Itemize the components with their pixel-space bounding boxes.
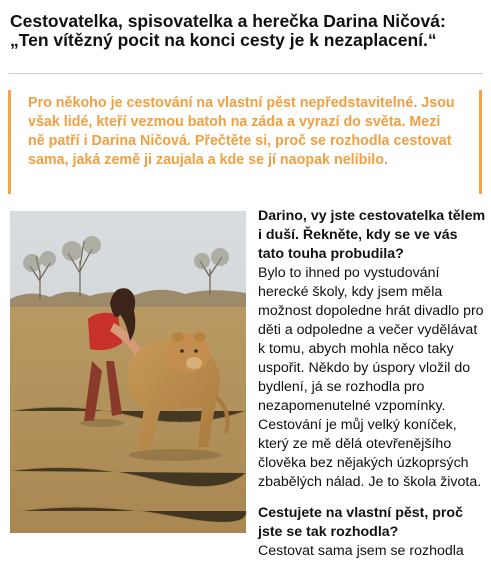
title-divider <box>8 73 483 74</box>
article-photo <box>10 211 246 533</box>
lead-text: Pro někoho je cestování na vlastní pěst nepředstavitelné. Jsou však lidé, kteří vezmou batoh na záda a vyrazí do světa. Mezi ně patří i Darina Ničová. Přečtěte si, proč se rozhodla cestovat sama, jaká země ji zaujala a kde se jí naopak nelíbilo. <box>28 95 455 168</box>
answer-2: Cestovat sama jsem se rozhodla <box>258 543 464 559</box>
paragraph-gap <box>258 492 486 504</box>
interview-column <box>258 207 486 561</box>
question-2: Cestujete na vlastní pěst, proč jste se tak rozhodla? <box>258 505 463 540</box>
question-1: Darino, vy jste cestovatelka tělem i duší. Řekněte, kdy se ve vás tato touha probudila? <box>258 208 486 262</box>
article-title: Cestovatelka, spisovatelka a herečka Darina Ničová: „Ten vítězný pocit na konci cesty je k nezaplacení.“ <box>10 11 446 50</box>
answer-1: Bylo to ihned po vystudování herecké školy, kdy jsem měla možnost dopoledne hrát divadlo pro děti a odpoledne a večer vydělávat k tomu, abych mohla něco taky uspořit. Někdo by úspory vložil do bydlení, já se rozhodla pro nezapomenutelné vzpomínky. Cestování je můj velký koníček, který ze mě dělá otevřenějšího člověka bez nějakých úzkoprsých zbabělých nálad. Je to škola života. <box>258 265 484 490</box>
lead-box <box>8 90 482 194</box>
